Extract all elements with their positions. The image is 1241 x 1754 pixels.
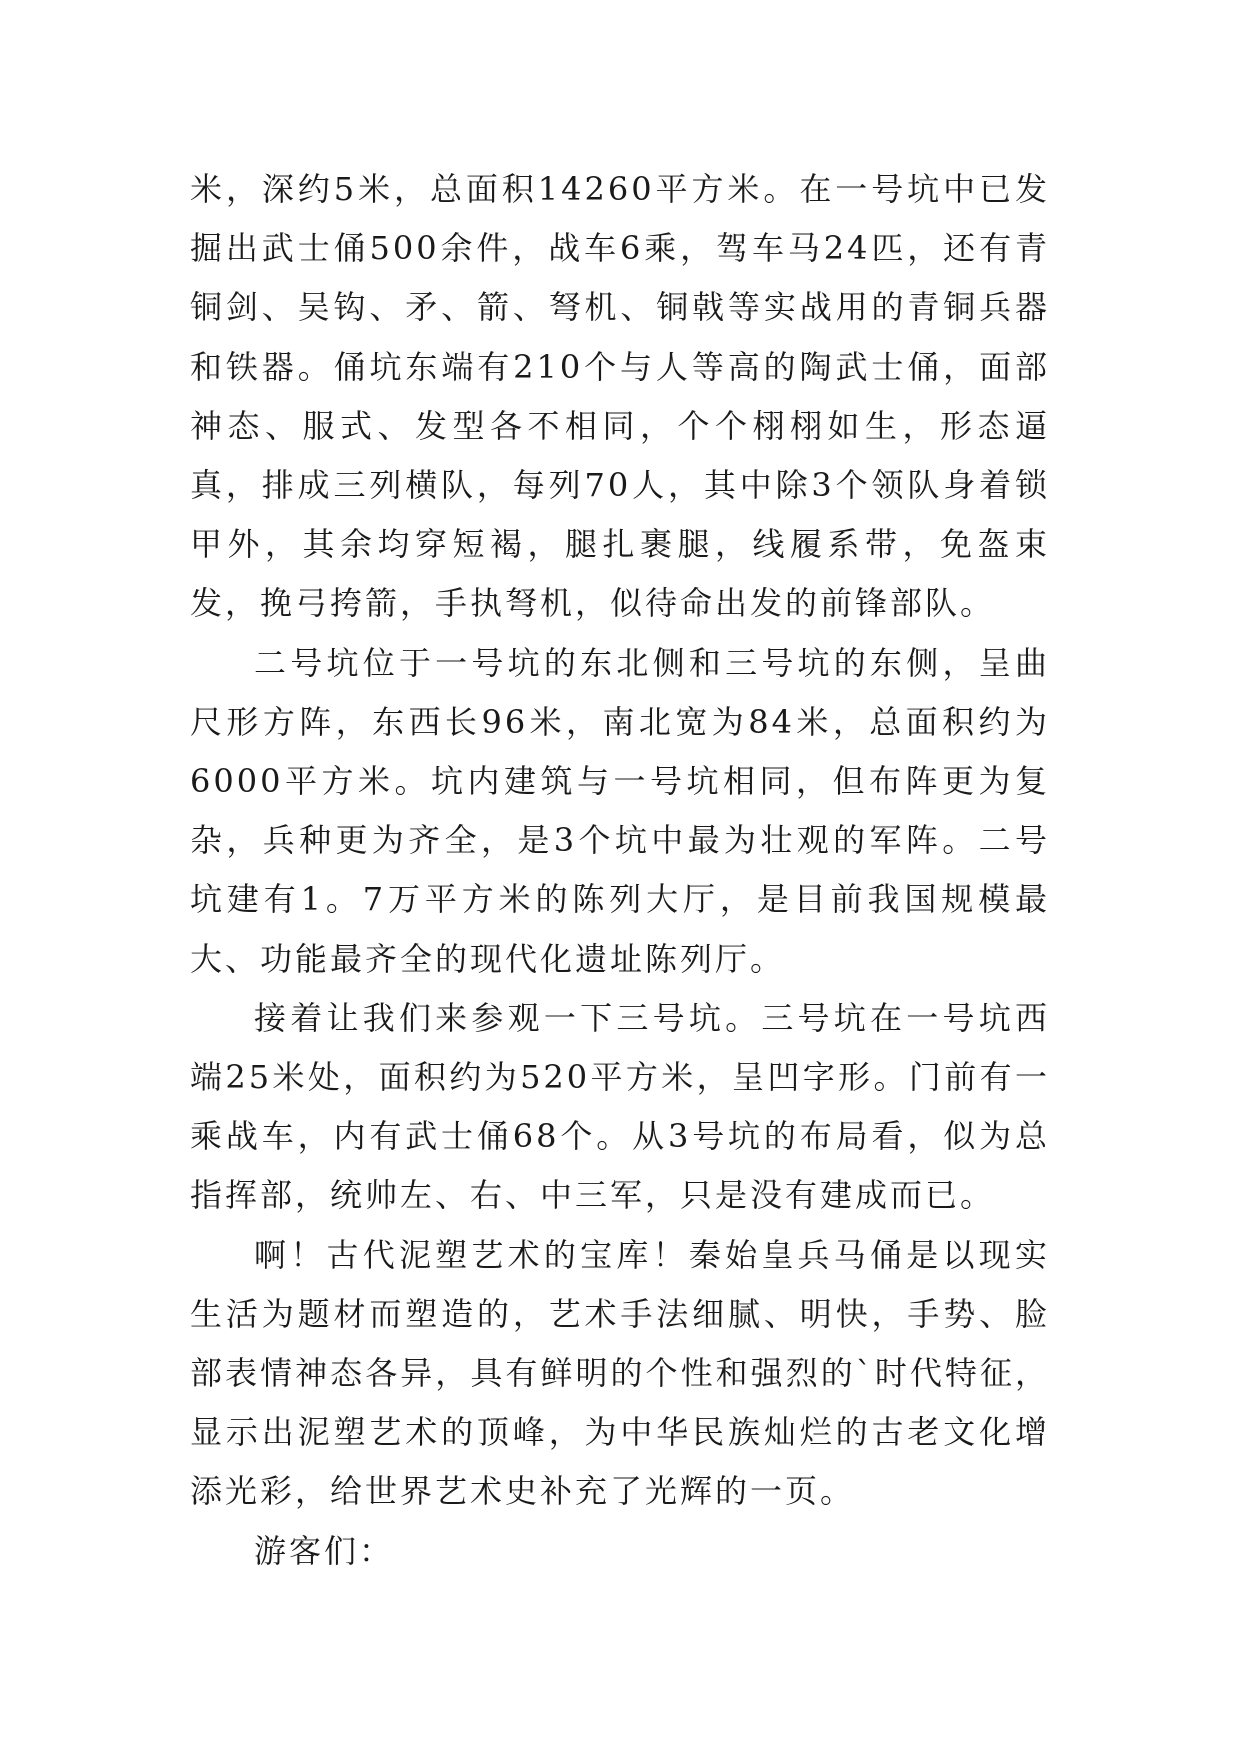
body-text [190,160,1050,1581]
paragraph-pit-three: 接着让我们来参观一下三号坑。三号坑在一号坑西端25米处，面积约为520平方米，呈凹字形。门前有一乘战车，内有武士俑68个。从3号坑的布局看，似为总指挥部，统帅左、右、中三军，只是没有建成而已。 [190,998,1050,1215]
paragraph-pit-two: 二号坑位于一号坑的东北侧和三号坑的东侧，呈曲尺形方阵，东西长96米，南北宽为84米，总面积约为6000平方米。坑内建筑与一号坑相同，但布阵更为复杂，兵种更为齐全，是3个坑中最为壮观的军阵。二号坑建有1。7万平方米的陈列大厅，是目前我国规模最大、功能最齐全的现代化遗址陈列厅。 [190,643,1050,978]
paragraph-art-treasury: 啊！古代泥塑艺术的宝库！秦始皇兵马俑是以现实生活为题材而塑造的，艺术手法细腻、明快，手势、脸部表情神态各异，具有鲜明的个性和强烈的`时代特征，显示出泥塑艺术的顶峰，为中华民族灿烂的古老文化增添光彩，给世界艺术史补充了光辉的一页。 [190,1235,1050,1511]
paragraph-address-visitors: 游客们： [254,1531,395,1570]
paragraph-pit-one-continued: 米，深约5米，总面积14260平方米。在一号坑中已发掘出武士俑500余件，战车6乘，驾车马24匹，还有青铜剑、吴钩、矛、箭、弩机、铜戟等实战用的青铜兵器和铁器。俑坑东端有210个与人等高的陶武士俑，面部神态、服式、发型各不相同，个个栩栩如生，形态逼真，排成三列横队，每列70人，其中除3个领队身着锁甲外，其余均穿短褐，腿扎裹腿，线履系带，免盔束发，挽弓挎箭，手执弩机，似待命出发的前锋部队。 [190,170,1050,623]
